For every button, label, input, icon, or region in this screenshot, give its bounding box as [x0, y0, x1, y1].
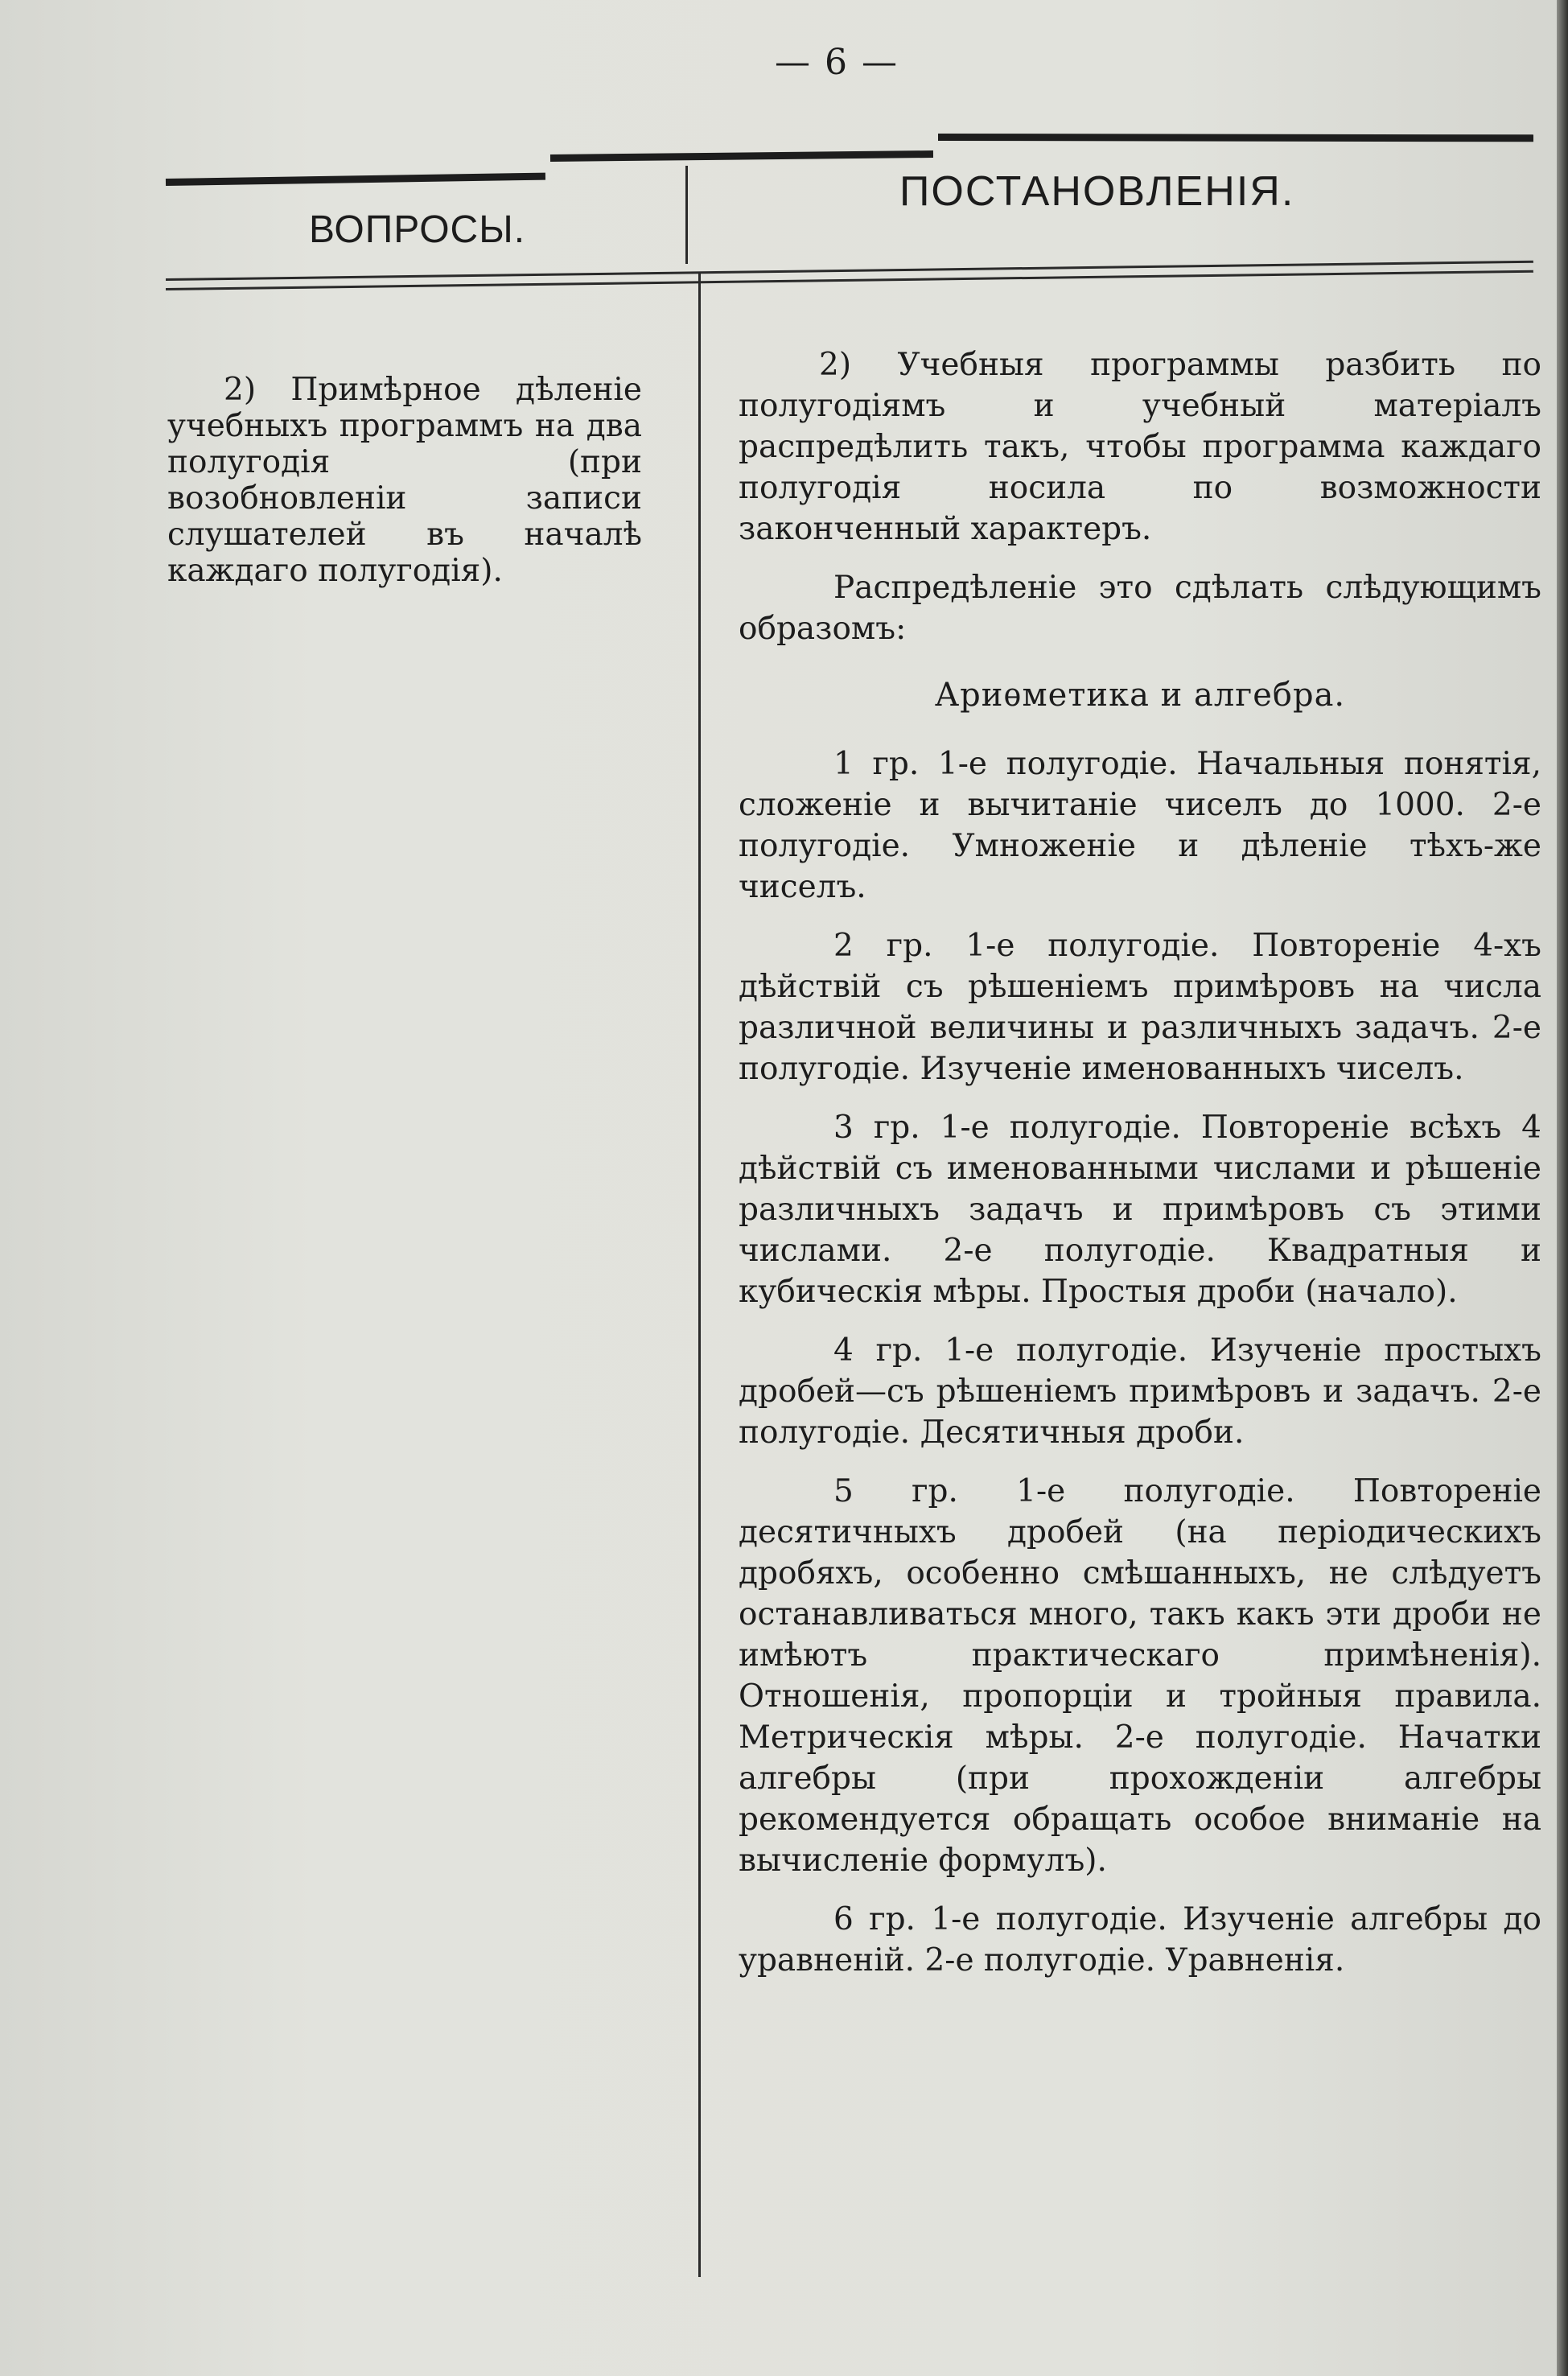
column-divider — [698, 274, 701, 2277]
header-rule-upper — [166, 261, 1533, 281]
group-6-paragraph: 6 гр. 1-е полугодіе. Изученіе алгебры до уравненій. 2-е полугодіе. Уравненія. — [739, 1901, 1541, 1979]
subject-heading: Ариѳметика и алгебра. — [934, 677, 1346, 714]
questions-header: ВОПРОСЫ. — [309, 208, 526, 251]
header-rule-lower — [166, 270, 1533, 290]
group-4-paragraph: 4 гр. 1-е полугодіе. Изученіе простыхъ дробей—съ рѣшеніемъ примѣровъ и задачъ. 2-е полугодіе. Десятичныя дроби. — [739, 1332, 1541, 1451]
resolutions-header: ПОСТАНОВЛЕНІЯ. — [899, 168, 1295, 215]
group-2-paragraph: 2 гр. 1-е полугодіе. Повтореніе 4-хъ дѣйствій съ рѣшеніемъ примѣровъ на числа различной величины и различныхъ задачъ. 2-е полугодіе. Изученіе именованныхъ чиселъ. — [739, 928, 1541, 1087]
page-edge-shadow — [1557, 0, 1568, 2376]
page-number: — 6 — — [775, 42, 899, 83]
group-3-paragraph: 3 гр. 1-е полугодіе. Повтореніе всѣхъ 4 дѣйствій съ именованными числами и рѣшеніе различныхъ задачъ и примѣровъ съ этими числами. 2-е полугодіе. Квадратныя и кубическія мѣры. Простыя дроби (начало). — [739, 1110, 1541, 1310]
header-divider — [685, 166, 688, 264]
group-1-paragraph: 1 гр. 1-е полугодіе. Начальныя понятія, сложеніе и вычитаніе чиселъ до 1000. 2-е полугодіе. Умноженіе и дѣленіе тѣхъ-же чиселъ. — [739, 746, 1541, 905]
top-rule-left — [166, 173, 545, 186]
top-rule-right — [938, 134, 1533, 142]
top-rule-middle — [550, 150, 933, 162]
question-text: 2) Примѣрное дѣленіе учебныхъ программъ на два полугодія (при возобновленіи записи слушателей въ началѣ каждаго полугодія). — [167, 372, 642, 589]
resolution-intro: 2) Учебныя программы разбить по полугодіямъ и учебный матеріалъ распредѣлить такъ, чтобы программа каждаго полугодія носила по возможности законченный характеръ. — [739, 347, 1541, 547]
resolutions-column — [739, 344, 1541, 1999]
group-5-paragraph: 5 гр. 1-е полугодіе. Повтореніе десятичныхъ дробей (на періодическихъ дробяхъ, особенно смѣшанныхъ, не слѣдуетъ останавливаться много, такъ какъ эти дроби не имѣютъ практическаго примѣненія). Отношенія, пропорціи и тройныя правила. Метрическія мѣры. 2-е полугодіе. Начатки алгебры (при прохожденіи алгебры рекомендуется обращать особое вниманіе на вычисленіе формулъ). — [739, 1473, 1541, 1879]
resolution-distribution: Распредѣленіе это сдѣлать слѣдующимъ образомъ: — [739, 570, 1541, 647]
